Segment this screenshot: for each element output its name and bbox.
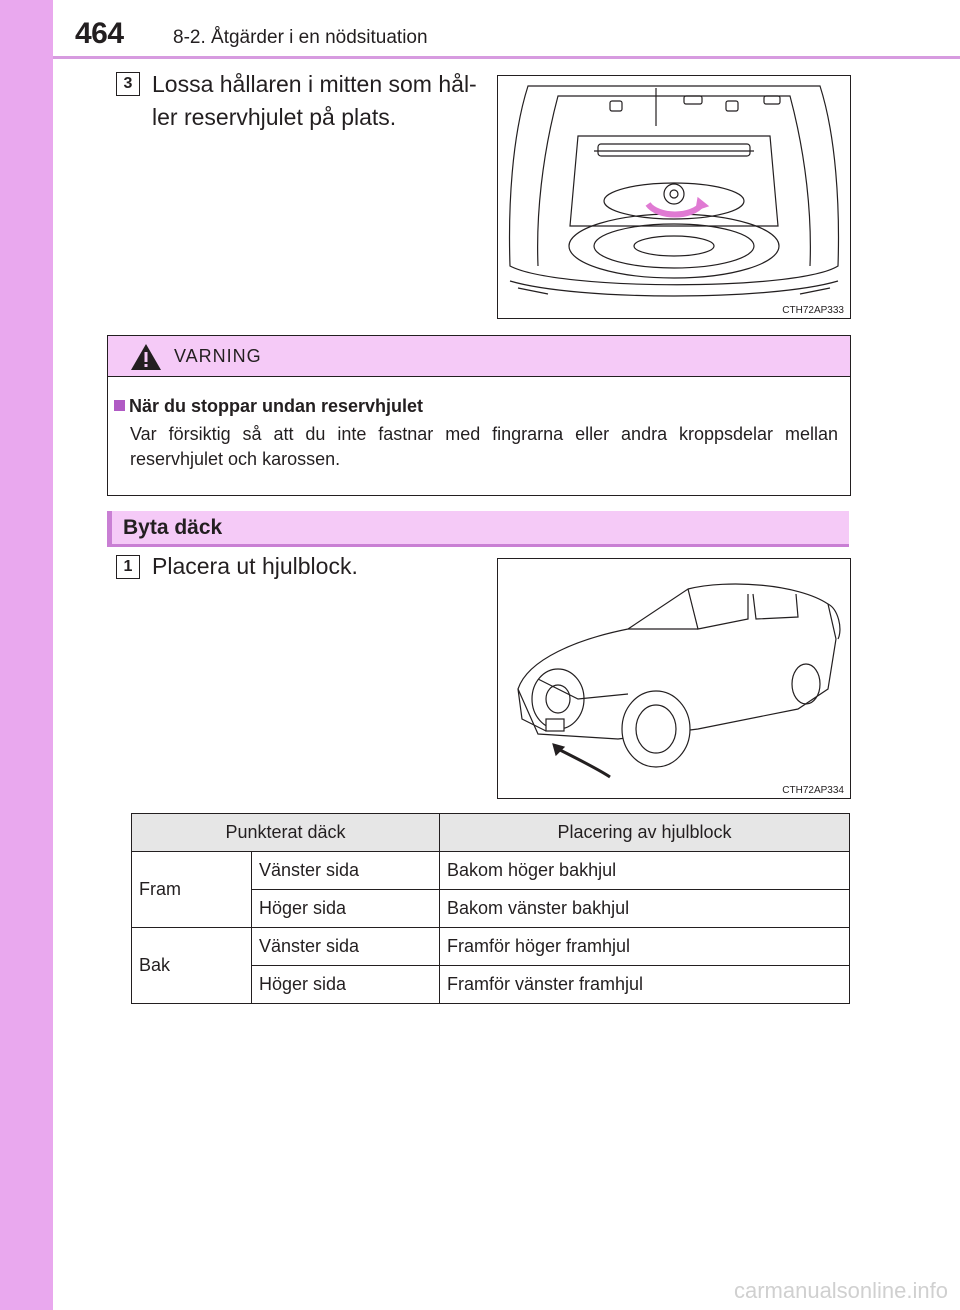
table-cell-position: Framför höger framhjul: [440, 928, 850, 966]
warning-box: [107, 335, 851, 496]
step-number-3: 3: [116, 72, 140, 96]
table-cell-side: Höger sida: [252, 890, 440, 928]
section-title: 8-2. Åtgärder i en nödsituation: [173, 27, 428, 48]
step-3-text: [152, 68, 477, 134]
wheel-block-table: [131, 813, 850, 1004]
table-header-flat-tire: Punkterat däck: [132, 814, 440, 852]
step-3-line-1: Lossa hållaren i mitten som hål-: [152, 71, 477, 97]
table-header-block-position: Placering av hjulblock: [440, 814, 850, 852]
warning-triangle-icon: [130, 343, 162, 371]
bullet-square-icon: [114, 400, 125, 411]
warning-body: Var försiktig så att du inte fastnar med fingrarna eller andra kroppsdelar mellan reservhjulet och karossen.: [130, 424, 838, 469]
section-heading: [107, 511, 849, 547]
warning-header: [108, 336, 850, 377]
watermark: carmanualsonline.info: [733, 1278, 948, 1303]
trunk-spare-tire-illustration: [497, 75, 851, 319]
warning-subtitle-text: När du stoppar undan reservhjulet: [129, 396, 424, 416]
table-row: [132, 852, 850, 890]
section-heading-text: Byta däck: [123, 516, 223, 539]
table-header-row: [132, 814, 850, 852]
section-heading-bar: [107, 511, 112, 544]
warning-title: VARNING: [174, 346, 262, 366]
warning-subtitle: [114, 396, 423, 417]
table-group-label: Bak: [132, 928, 252, 1004]
table-cell-position: Bakom vänster bakhjul: [440, 890, 850, 928]
table-row: [132, 928, 850, 966]
table-cell-side: Vänster sida: [252, 928, 440, 966]
table-group-label: Fram: [132, 852, 252, 928]
page-sidebar: [0, 0, 53, 1310]
step-3-line-2: ler reservhjulet på plats.: [152, 104, 397, 130]
table-cell-position: Bakom höger bakhjul: [440, 852, 850, 890]
table-cell-side: Vänster sida: [252, 852, 440, 890]
step-1-text: Placera ut hjulblock.: [152, 553, 358, 579]
header-divider: [53, 56, 960, 59]
figure-code-334: CTH72AP334: [782, 785, 844, 796]
step-number-1: 1: [116, 555, 140, 579]
page-number: 464: [75, 17, 124, 50]
table-cell-position: Framför vänster framhjul: [440, 966, 850, 1004]
car-wheel-block-illustration: [497, 558, 851, 799]
figure-code-333: CTH72AP333: [782, 305, 844, 316]
table-cell-side: Höger sida: [252, 966, 440, 1004]
